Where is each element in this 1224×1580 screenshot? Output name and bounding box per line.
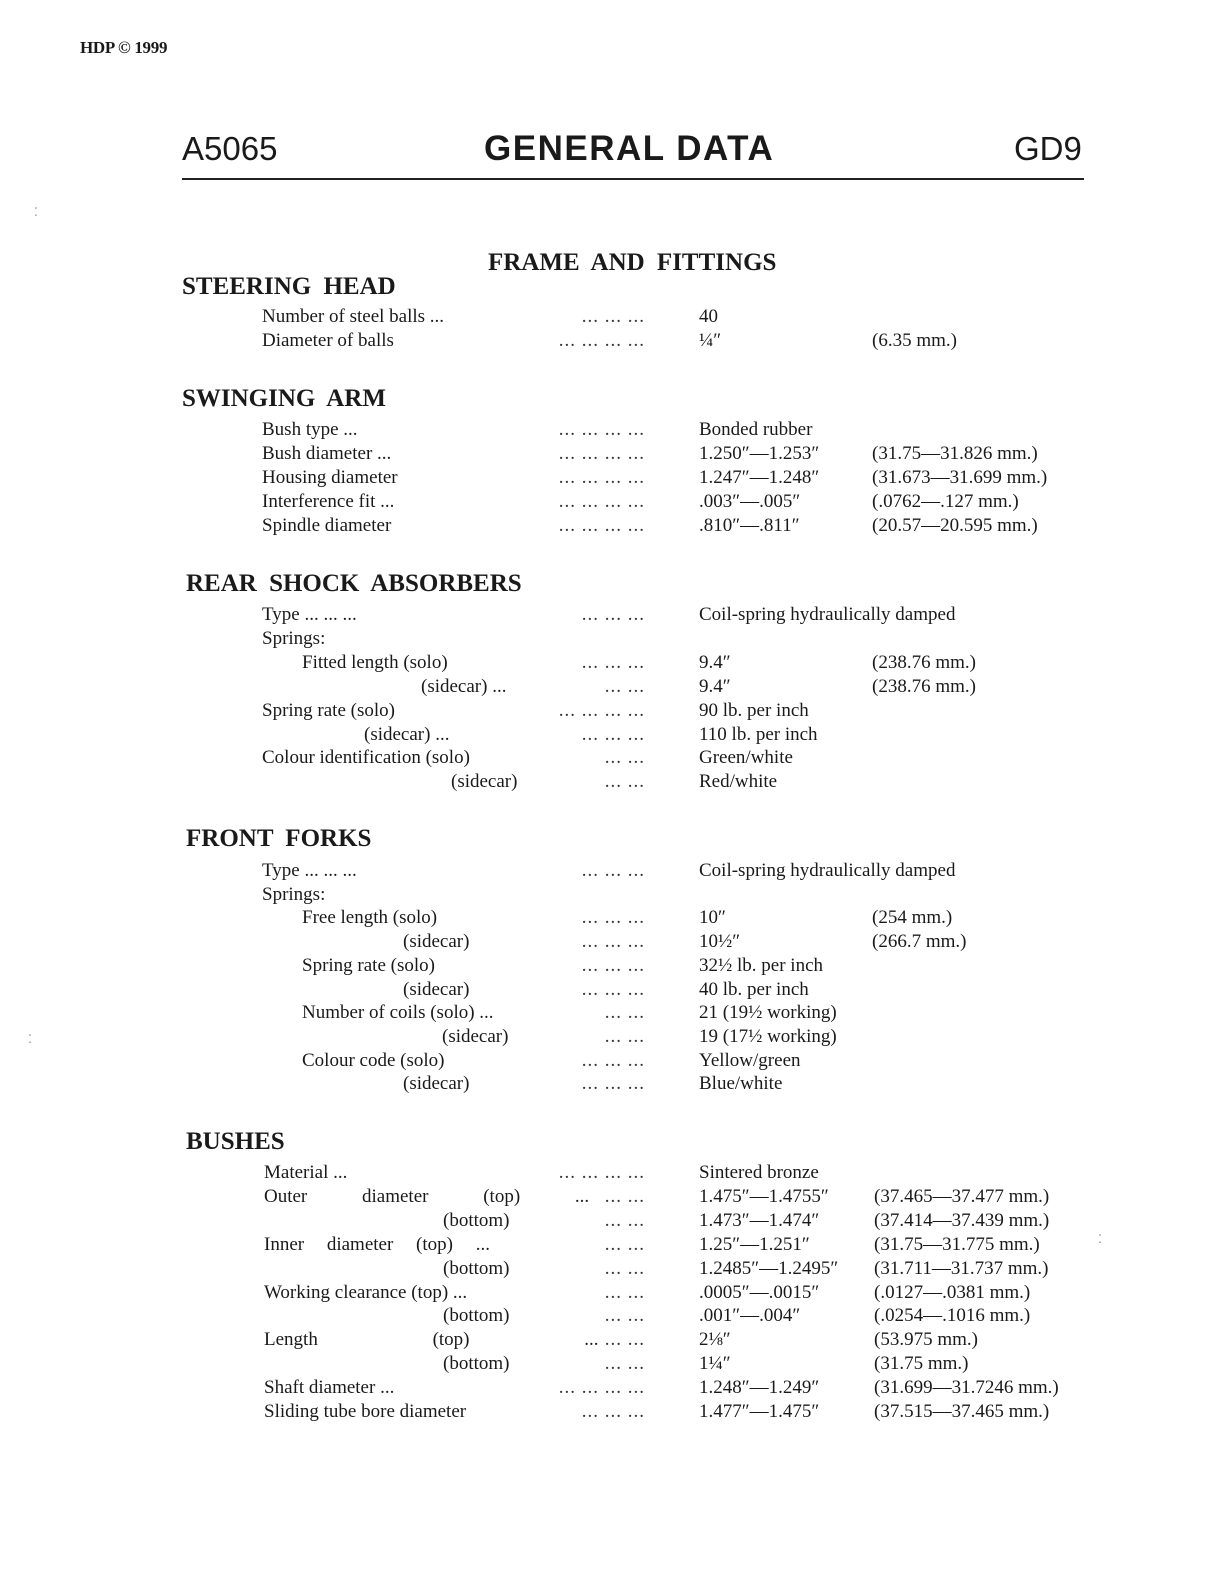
- spec-value: Yellow/green: [699, 1050, 801, 1071]
- spec-value: 9.4″: [699, 652, 731, 673]
- spec-row: [0, 1282, 1224, 1306]
- spec-label: Colour identification (solo): [262, 747, 470, 768]
- leader-dots: ... ... ...: [581, 955, 645, 976]
- spec-label: Type ... ... ...: [262, 860, 357, 881]
- spec-row: [0, 419, 1224, 443]
- leader-dots: ... ...: [604, 1234, 645, 1255]
- spec-value: 90 lb. per inch: [699, 700, 809, 721]
- spec-metric: (53.975 mm.): [874, 1329, 978, 1350]
- spec-value: 1.248″—1.249″: [699, 1377, 820, 1398]
- leader-dots: ... ... ...: [581, 306, 645, 327]
- spec-label: Diameter of balls: [262, 330, 394, 351]
- leader-dots: ... ... ...: [581, 979, 645, 1000]
- spec-value: 1.473″—1.474″: [699, 1210, 820, 1231]
- spec-value: 1.250″—1.253″: [699, 443, 820, 464]
- scan-speck: ⁚: [28, 1032, 32, 1046]
- leader-dots: ... ...: [604, 771, 645, 792]
- spec-row: [0, 1026, 1224, 1050]
- spec-label: (sidecar): [442, 1026, 509, 1047]
- spec-row: [0, 676, 1224, 700]
- main-title: FRAME AND FITTINGS: [488, 249, 777, 276]
- spec-row: [0, 1210, 1224, 1234]
- spec-metric: (31.75—31.775 mm.): [874, 1234, 1040, 1255]
- spec-metric: (6.35 mm.): [872, 330, 957, 351]
- spec-row: [0, 604, 1224, 628]
- spec-metric: (.0127—.0381 mm.): [874, 1282, 1031, 1303]
- header-right-code: GD9: [1014, 130, 1082, 167]
- leader-dots: ... ... ... ...: [558, 443, 645, 464]
- spec-metric: (238.76 mm.): [872, 652, 976, 673]
- spec-row: [0, 1162, 1224, 1186]
- spec-metric: (.0762—.127 mm.): [872, 491, 1019, 512]
- spec-label: (bottom): [443, 1305, 510, 1326]
- spec-label: Spring rate (solo): [262, 700, 395, 721]
- header-left-code: A5065: [182, 130, 278, 167]
- leader-dots: ... ... ... ...: [558, 700, 645, 721]
- leader-dots: ... ...: [604, 747, 645, 768]
- spec-label: Outer diameter (top) ...: [264, 1186, 590, 1207]
- spec-label: (bottom): [443, 1353, 510, 1374]
- leader-dots: ... ... ... ...: [558, 515, 645, 536]
- spec-value: 40 lb. per inch: [699, 979, 809, 1000]
- leader-dots: ... ...: [604, 1353, 645, 1374]
- spec-row: [0, 491, 1224, 515]
- spec-value: 9.4″: [699, 676, 731, 697]
- leader-dots: ... ... ...: [581, 652, 645, 673]
- leader-dots: ... ... ...: [581, 724, 645, 745]
- leader-dots: ... ... ...: [581, 1050, 645, 1071]
- spec-label: Colour code (solo): [302, 1050, 445, 1071]
- leader-dots: ... ...: [604, 1329, 645, 1350]
- spec-row: [0, 467, 1224, 491]
- spec-value: Bonded rubber: [699, 419, 813, 440]
- spec-metric: (31.75 mm.): [874, 1353, 969, 1374]
- leader-dots: ... ...: [604, 676, 645, 697]
- section-heading-steering-head: STEERING HEAD: [182, 273, 396, 300]
- spec-value: Blue/white: [699, 1073, 783, 1094]
- spec-row: [0, 330, 1224, 354]
- spec-value: Sintered bronze: [699, 1162, 819, 1183]
- spec-metric: (238.76 mm.): [872, 676, 976, 697]
- leader-dots: ... ... ... ...: [558, 330, 645, 351]
- leader-dots: ... ... ...: [581, 860, 645, 881]
- section-heading-bushes: BUSHES: [186, 1128, 285, 1155]
- spec-label: Shaft diameter ...: [264, 1377, 395, 1398]
- leader-dots: ... ... ... ...: [558, 1377, 645, 1398]
- spec-value: .001″—.004″: [699, 1305, 801, 1326]
- spec-label: Material ...: [264, 1162, 348, 1183]
- spec-metric: (.0254—.1016 mm.): [874, 1305, 1031, 1326]
- spec-row: [0, 515, 1224, 539]
- spec-row: [0, 1329, 1224, 1353]
- spec-row: [0, 979, 1224, 1003]
- spec-label: Bush type ...: [262, 419, 358, 440]
- spec-metric: (31.699—31.7246 mm.): [874, 1377, 1059, 1398]
- spec-metric: (37.515—37.465 mm.): [874, 1401, 1050, 1422]
- scan-speck: ⁚: [1098, 1232, 1102, 1246]
- spec-value: 10½″: [699, 931, 741, 952]
- section-heading-rear-shock-absorbers: REAR SHOCK ABSORBERS: [186, 570, 522, 597]
- leader-dots: ... ... ... ...: [558, 491, 645, 512]
- spec-row: [0, 1234, 1224, 1258]
- spec-label: Spring rate (solo): [302, 955, 435, 976]
- spec-value: 2⅛″: [699, 1329, 731, 1350]
- spec-label: Length (top) ...: [264, 1329, 599, 1350]
- leader-dots: ... ... ...: [581, 1073, 645, 1094]
- leader-dots: ... ... ... ...: [558, 1162, 645, 1183]
- spec-row: [0, 907, 1224, 931]
- spec-label: (sidecar): [451, 771, 518, 792]
- spec-label: Working clearance (top) ...: [264, 1282, 468, 1303]
- spec-row: [0, 700, 1224, 724]
- leader-dots: ... ... ...: [581, 931, 645, 952]
- spec-row: [0, 1258, 1224, 1282]
- spec-label: (sidecar) ...: [421, 676, 507, 697]
- copyright-notice: HDP © 1999: [80, 38, 168, 57]
- spec-metric: (37.414—37.439 mm.): [874, 1210, 1050, 1231]
- spec-metric: (266.7 mm.): [872, 931, 967, 952]
- spec-label: Sliding tube bore diameter: [264, 1401, 467, 1422]
- spec-row: [0, 1073, 1224, 1097]
- spec-label: Fitted length (solo): [302, 652, 448, 673]
- spec-value: 1.475″—1.4755″: [699, 1186, 829, 1207]
- spec-label: (bottom): [443, 1258, 510, 1279]
- spec-label: Springs:: [262, 884, 326, 905]
- spec-label: (sidecar) ...: [364, 724, 450, 745]
- spec-label: Number of steel balls ...: [262, 306, 445, 327]
- spec-label: Inner diameter (top) ...: [264, 1234, 490, 1255]
- spec-metric: (20.57—20.595 mm.): [872, 515, 1038, 536]
- section-heading-front-forks: FRONT FORKS: [186, 825, 372, 852]
- spec-value: 21 (19½ working): [699, 1002, 837, 1023]
- spec-value: .810″—.811″: [699, 515, 800, 536]
- spec-row: [0, 443, 1224, 467]
- spec-row: [0, 1353, 1224, 1377]
- spec-row: [0, 860, 1224, 884]
- page-title: GENERAL DATA: [484, 129, 775, 168]
- leader-dots: ... ...: [604, 1186, 645, 1207]
- spec-row: [0, 1305, 1224, 1329]
- spec-label: Free length (solo): [302, 907, 438, 928]
- spec-label: (sidecar): [403, 1073, 470, 1094]
- leader-dots: ... ...: [604, 1258, 645, 1279]
- spec-metric: (31.673—31.699 mm.): [872, 467, 1048, 488]
- leader-dots: ... ... ... ...: [558, 467, 645, 488]
- spec-metric: (31.75—31.826 mm.): [872, 443, 1038, 464]
- spec-metric: (31.711—31.737 mm.): [874, 1258, 1049, 1279]
- leader-dots: ... ... ...: [581, 604, 645, 625]
- leader-dots: ... ...: [604, 1305, 645, 1326]
- spec-metric: (37.465—37.477 mm.): [874, 1186, 1050, 1207]
- spec-value: Green/white: [699, 747, 793, 768]
- spec-row: [0, 884, 1224, 908]
- leader-dots: ... ...: [604, 1002, 645, 1023]
- spec-label: Springs:: [262, 628, 326, 649]
- leader-dots: ... ... ... ...: [558, 419, 645, 440]
- spec-value: Coil-spring hydraulically damped: [699, 604, 956, 625]
- spec-row: [0, 1377, 1224, 1401]
- leader-dots: ... ... ...: [581, 1401, 645, 1422]
- spec-label: (bottom): [443, 1210, 510, 1231]
- spec-row: [0, 1401, 1224, 1425]
- spec-label: Type ... ... ...: [262, 604, 357, 625]
- spec-value: 1.247″—1.248″: [699, 467, 820, 488]
- spec-row: [0, 1186, 1224, 1210]
- spec-value: 32½ lb. per inch: [699, 955, 824, 976]
- header-rule: [182, 178, 1084, 180]
- spec-value: 1.477″—1.475″: [699, 1401, 820, 1422]
- spec-row: [0, 771, 1224, 795]
- spec-label: Housing diameter: [262, 467, 398, 488]
- spec-value: 10″: [699, 907, 726, 928]
- spec-label: Interference fit ...: [262, 491, 395, 512]
- spec-row: [0, 652, 1224, 676]
- section-heading-swinging-arm: SWINGING ARM: [182, 385, 386, 412]
- spec-value: .003″—.005″: [699, 491, 801, 512]
- spec-row: [0, 747, 1224, 771]
- spec-value: 1.2485″—1.2495″: [699, 1258, 839, 1279]
- spec-value: Coil-spring hydraulically damped: [699, 860, 956, 881]
- spec-value: 1.25″—1.251″: [699, 1234, 810, 1255]
- spec-row: [0, 306, 1224, 330]
- spec-row: [0, 628, 1224, 652]
- spec-row: [0, 931, 1224, 955]
- spec-row: [0, 1050, 1224, 1074]
- spec-label: (sidecar): [403, 931, 470, 952]
- spec-value: ¼″: [699, 330, 722, 351]
- spec-row: [0, 1002, 1224, 1026]
- spec-label: Spindle diameter: [262, 515, 392, 536]
- spec-label: Bush diameter ...: [262, 443, 392, 464]
- leader-dots: ... ... ...: [581, 907, 645, 928]
- spec-value: .0005″—.0015″: [699, 1282, 820, 1303]
- leader-dots: ... ...: [604, 1026, 645, 1047]
- spec-label: Number of coils (solo) ...: [302, 1002, 494, 1023]
- spec-row: [0, 955, 1224, 979]
- spec-value: 40: [699, 306, 718, 327]
- spec-row: [0, 724, 1224, 748]
- spec-value: 110 lb. per inch: [699, 724, 818, 745]
- leader-dots: ... ...: [604, 1282, 645, 1303]
- leader-dots: ... ...: [604, 1210, 645, 1231]
- spec-value: 1¼″: [699, 1353, 731, 1374]
- spec-metric: (254 mm.): [872, 907, 953, 928]
- spec-value: 19 (17½ working): [699, 1026, 837, 1047]
- scan-speck: ⁚: [34, 205, 38, 219]
- spec-value: Red/white: [699, 771, 778, 792]
- spec-label: (sidecar): [403, 979, 470, 1000]
